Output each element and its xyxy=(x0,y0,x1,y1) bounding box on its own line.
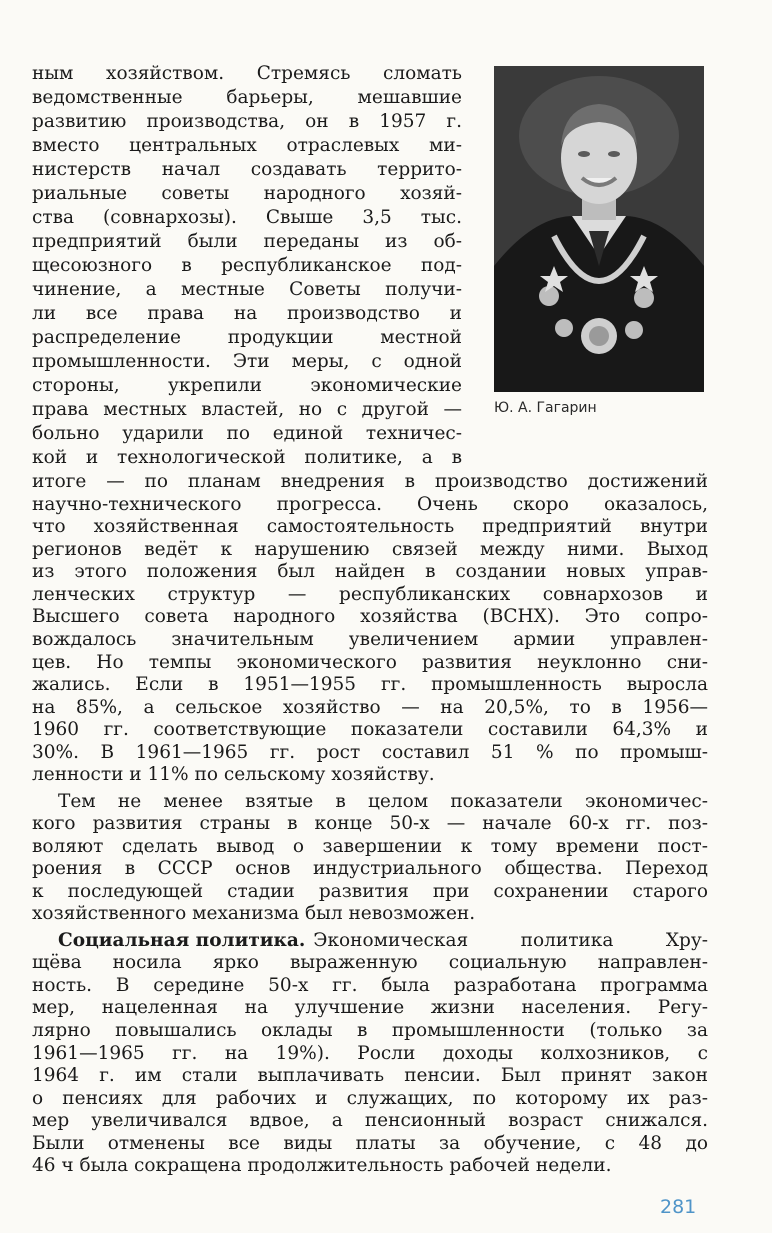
text-line: кой и технологической политике, а в xyxy=(32,447,462,468)
text-line: роения в СССР основ индустриального общества. Переход xyxy=(32,858,708,880)
text-line: что хозяйственная самостоятельность предприятий внутри xyxy=(32,516,708,538)
text-line: Были отменены все виды платы за обучение, с 48 до xyxy=(32,1132,708,1154)
portrait-photo xyxy=(494,66,704,392)
text-line: чинение, а местные Советы получи- xyxy=(32,279,462,300)
text-line: 1960 гг. соответствующие показатели составили 64,3% и xyxy=(32,719,708,741)
text-line: 1964 г. им стали выплачивать пенсии. Был принят закон xyxy=(32,1065,708,1087)
text-line: мер увеличивался вдвое, а пенсионный возраст снижался. xyxy=(32,1110,708,1132)
text-line: риальные советы народного хозяй- xyxy=(32,183,462,204)
text-line: воляют сделать вывод о завершении к тому времени пост- xyxy=(32,835,708,857)
text-line: мер, нацеленная на улучшение жизни населения. Регу- xyxy=(32,997,708,1019)
text-line: 46 ч была сокращена продолжительность рабочей недели. xyxy=(32,1155,612,1177)
text-line: промышленности. Эти меры, с одной xyxy=(32,351,462,372)
text-line: Высшего совета народного хозяйства (ВСНХ). Это сопро- xyxy=(32,606,708,628)
portrait-illustration xyxy=(494,66,704,392)
text-line: 1961—1965 гг. на 19%). Росли доходы колхозников, с xyxy=(32,1042,708,1064)
text-line: итоге — по планам внедрения в производство достижений xyxy=(32,471,708,492)
text-line: ленческих структур — республиканских совнархозов и xyxy=(32,583,708,605)
text-line: щесоюзного в республиканское под- xyxy=(32,255,462,276)
text-line: лярно повышались оклады в промышленности (только за xyxy=(32,1020,708,1041)
text-line: Тем не менее взятые в целом показатели экономичес- xyxy=(58,790,708,812)
text-line: развитию производства, он в 1957 г. xyxy=(32,111,462,132)
text-line-heading xyxy=(32,929,708,953)
text-line: предприятий были переданы из об- xyxy=(32,231,462,252)
photo-caption: Ю. А. Гагарин xyxy=(494,400,597,416)
text-line: щёва носила ярко выраженную социальную направлен- xyxy=(32,952,708,974)
text-line: больно ударили по единой техничес- xyxy=(32,423,462,444)
text-line: вместо центральных отраслевых ми- xyxy=(32,135,462,156)
text-line: ли все права на производство и xyxy=(32,303,462,324)
page-number: 281 xyxy=(660,1196,697,1218)
text-line: вождалось значительным увеличением армии управлен- xyxy=(32,628,708,650)
text-line: права местных властей, но с другой — xyxy=(32,399,462,420)
text-line: к последующей стадии развития при сохранении старого xyxy=(32,880,708,902)
text-line: ность. В середине 50-х гг. была разработана программа xyxy=(32,974,708,996)
text-line: 30%. В 1961—1965 гг. рост составил 51 % по промыш- xyxy=(32,741,708,763)
text-line: о пенсиях для рабочих и служащих, по которому их раз- xyxy=(32,1087,708,1109)
text-line: нистерств начал создавать террито- xyxy=(32,159,462,180)
text-line: ленности и 11% по сельскому хозяйству. xyxy=(32,764,435,786)
text-line-fragment: Экономическая политика Хру- xyxy=(313,929,708,951)
text-line: хозяйственного механизма был невозможен. xyxy=(32,903,476,925)
text-line: цев. Но темпы экономического развития неуклонно сни- xyxy=(32,651,708,673)
text-line: распределение продукции местной xyxy=(32,327,462,348)
text-line: научно-технического прогресса. Очень скоро оказалось, xyxy=(32,493,708,515)
text-line: ным хозяйством. Стремясь сломать xyxy=(32,63,462,84)
text-line: жались. Если в 1951—1955 гг. промышленность выросла xyxy=(32,674,708,695)
text-line: из этого положения был найден в создании новых управ- xyxy=(32,561,708,583)
text-line: кого развития страны в конце 50-х — начале 60-х гг. поз- xyxy=(32,813,708,835)
text-line: на 85%, а сельское хозяйство — на 20,5%, то в 1956— xyxy=(32,696,708,718)
text-line: стороны, укрепили экономические xyxy=(32,375,462,396)
section-heading: Социальная политика. xyxy=(58,929,306,951)
text-line: регионов ведёт к нарушению связей между ними. Выход xyxy=(32,538,708,560)
text-line: ведомственные барьеры, мешавшие xyxy=(32,87,462,108)
text-line: ства (совнархозы). Свыше 3,5 тыс. xyxy=(32,207,462,228)
